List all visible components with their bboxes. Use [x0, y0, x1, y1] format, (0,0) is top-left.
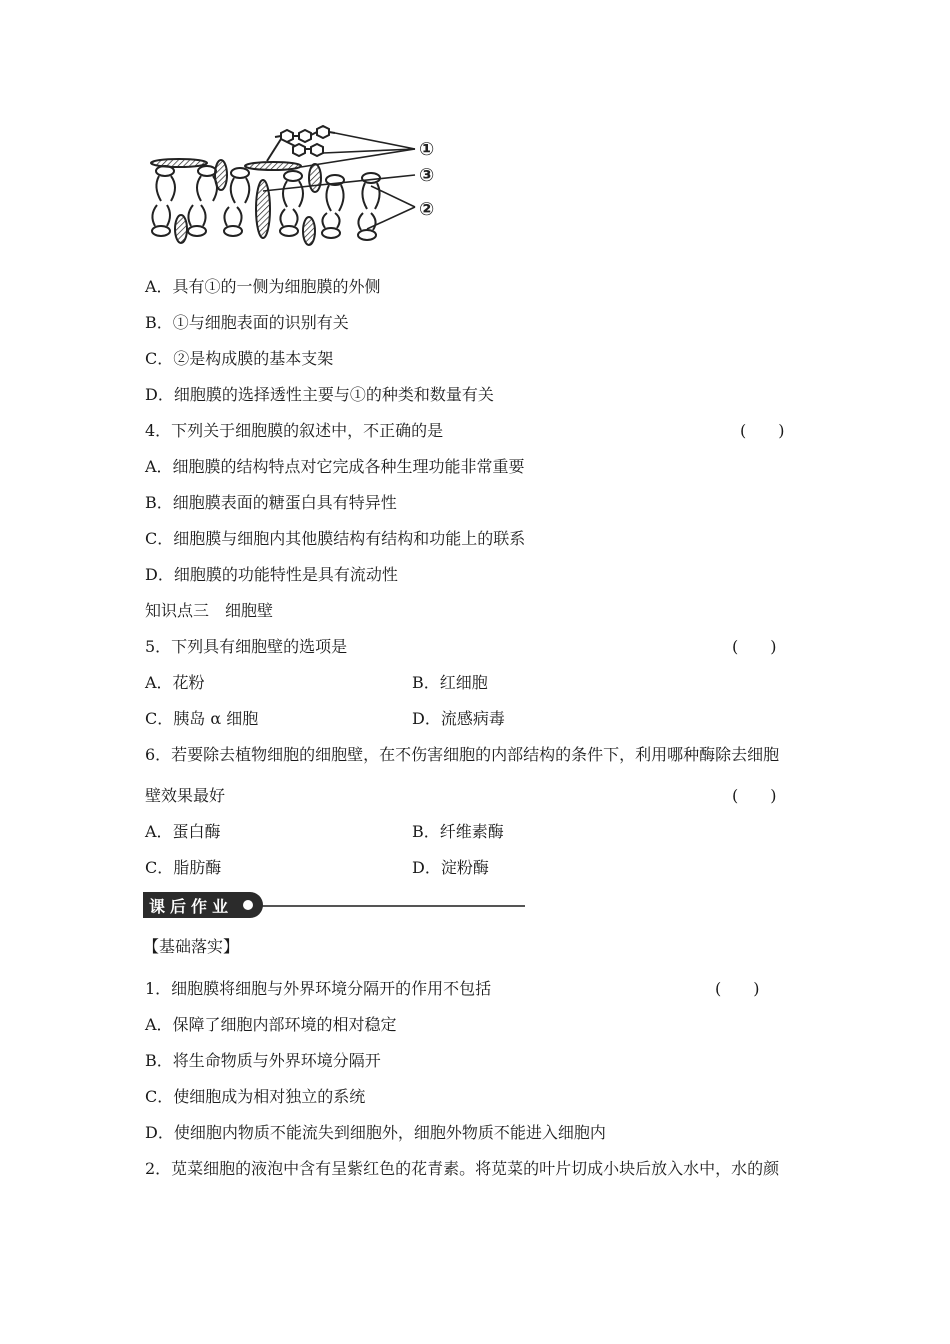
q6-option-b: B．纤维素酶 [412, 822, 504, 841]
q6-answer-paren: ( ) [732, 786, 777, 805]
q6-option-d: D．淀粉酶 [412, 858, 489, 877]
q6-stem-line1: 6．若要除去植物细胞的细胞壁，在不伤害细胞的内部结构的条件下，利用哪种酶除去细胞 [145, 745, 780, 764]
q6-option-c: C．脂肪酶 [145, 858, 222, 877]
q4-option-d: D．细胞膜的功能特性是具有流动性 [145, 565, 398, 584]
q4-option-a: A．细胞膜的结构特点对它完成各种生理功能非常重要 [145, 457, 525, 476]
q5-answer-paren: ( ) [732, 637, 777, 656]
q3-option-a: A．具有①的一侧为细胞膜的外侧 [145, 277, 381, 296]
hw-q1-option-d: D．使细胞内物质不能流失到细胞外，细胞外物质不能进入细胞内 [145, 1123, 606, 1142]
hw-q1-option-b: B．将生命物质与外界环境分隔开 [145, 1051, 381, 1070]
diagram-label-2: ② [419, 199, 435, 220]
hw-q2-stem: 2．苋菜细胞的液泡中含有呈紫红色的花青素。将苋菜的叶片切成小块后放入水中，水的颜 [145, 1159, 780, 1178]
homework-section-heading: 【基础落实】 [143, 937, 240, 956]
banner-dot-icon [243, 900, 253, 910]
diagram-label-1: ① [419, 139, 435, 160]
homework-banner [143, 892, 525, 918]
diagram-label-3: ③ [419, 165, 435, 186]
q4-answer-paren: ( ) [740, 421, 785, 440]
banner-rule [261, 905, 525, 907]
q3-option-b: B．①与细胞表面的识别有关 [145, 313, 349, 332]
q5-option-d: D．流感病毒 [412, 709, 505, 728]
q4-option-c: C．细胞膜与细胞内其他膜结构有结构和功能上的联系 [145, 529, 526, 548]
q4-option-b: B．细胞膜表面的糖蛋白具有特异性 [145, 493, 397, 512]
hw-q1-option-a: A．保障了细胞内部环境的相对稳定 [145, 1015, 397, 1034]
q3-option-c: C．②是构成膜的基本支架 [145, 349, 334, 368]
hw-q1-option-c: C．使细胞成为相对独立的系统 [145, 1087, 366, 1106]
q3-option-d: D．细胞膜的选择透性主要与①的种类和数量有关 [145, 385, 494, 404]
hw-q1-answer-paren: ( ) [715, 979, 760, 998]
section-heading: 知识点三 细胞壁 [145, 601, 274, 620]
q6-option-a: A．蛋白酶 [145, 822, 221, 841]
hw-q1-stem: 1．细胞膜将细胞与外界环境分隔开的作用不包括 [145, 979, 492, 998]
q5-option-a: A．花粉 [145, 673, 205, 692]
q5-option-c: C．胰岛 α 细胞 [145, 709, 259, 728]
q5-option-b: B．红细胞 [412, 673, 488, 692]
cell-membrane-diagram [145, 125, 455, 255]
q4-stem: 4．下列关于细胞膜的叙述中，不正确的是 [145, 421, 444, 440]
q6-stem-line2: 壁效果最好 [145, 786, 226, 805]
banner-title: 课后作业 [149, 896, 234, 916]
q5-stem: 5．下列具有细胞壁的选项是 [145, 637, 348, 656]
